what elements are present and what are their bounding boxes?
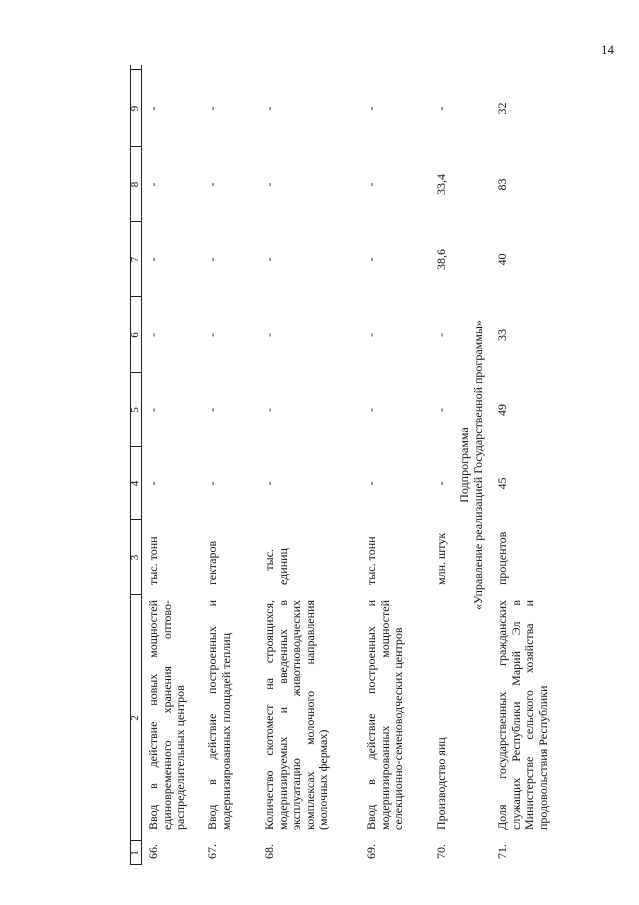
row-value: - <box>146 257 160 262</box>
column-header: 4 <box>129 480 141 487</box>
column-header: 5 <box>129 407 141 413</box>
row-unit: тыс. тонн <box>146 536 160 585</box>
row-unit: млн. штук <box>434 532 448 585</box>
row-value: - <box>205 333 219 337</box>
row-number: 71. <box>495 844 509 859</box>
subprogram-name: «Управление реализацией Государственной программы» <box>471 320 485 610</box>
column-header: 2 <box>129 715 141 721</box>
row-value: - <box>364 333 378 337</box>
column-header: 1 <box>129 850 141 856</box>
row-value: - <box>262 333 276 337</box>
row-value: - <box>434 408 448 412</box>
row-description: Доля государственных гражданских служащих Республики Марий Эл в Министерстве сельского хозяйства и продовольствия Республики <box>495 600 550 830</box>
row-value: 40 <box>495 253 509 266</box>
row-value: - <box>262 182 276 187</box>
row-number: 66. <box>146 844 160 859</box>
row-value: 38,6 <box>434 249 448 270</box>
row-description: Ввод в действие новых мощностей единовременного хранения оптово-распределительных центров <box>146 600 187 830</box>
header-bottom-border <box>141 65 142 865</box>
row-value: - <box>262 106 276 111</box>
row-number: 69. <box>364 844 378 859</box>
row-value: - <box>364 106 378 111</box>
row-description: Ввод в действие построенных и модернизированных мощностей селекционно-семеноводческих центров <box>364 600 405 830</box>
column-header: 3 <box>129 554 141 561</box>
row-value: 45 <box>495 477 509 490</box>
row-value: - <box>146 106 160 111</box>
row-description: Производство яиц <box>434 737 448 830</box>
row-value: - <box>434 106 448 111</box>
row-value: 83 <box>495 178 509 191</box>
row-value: 33,4 <box>434 174 448 195</box>
column-header: 6 <box>129 332 141 338</box>
row-value: - <box>364 257 378 262</box>
row-value: - <box>262 481 276 486</box>
row-value: - <box>146 182 160 187</box>
row-value: 49 <box>495 404 509 416</box>
subprogram-title: Подпрограмма <box>457 427 471 503</box>
row-value: - <box>434 333 448 337</box>
row-number: 67. <box>205 844 219 859</box>
row-value: - <box>262 408 276 412</box>
row-value: 33 <box>495 329 509 341</box>
page-number: 14 <box>601 42 614 57</box>
column-header: 9 <box>129 105 141 112</box>
row-value: - <box>262 257 276 262</box>
row-value: - <box>364 481 378 486</box>
row-value: - <box>146 333 160 337</box>
row-value: - <box>205 408 219 412</box>
row-unit: гектаров <box>205 540 219 585</box>
row-value: - <box>205 106 219 111</box>
row-value: - <box>434 481 448 486</box>
row-value: - <box>205 257 219 262</box>
row-unit: процентов <box>495 531 509 585</box>
row-value: - <box>205 481 219 486</box>
row-number: 70. <box>434 844 448 859</box>
row-unit: тыс. тонн <box>364 536 378 585</box>
row-value: - <box>146 481 160 486</box>
row-value: - <box>364 182 378 187</box>
row-value: - <box>205 182 219 187</box>
row-value: 32 <box>495 102 509 115</box>
row-description: Количество скотомест на строящихся, модернизируемых и введенных в эксплуатацию животноводческих комплексах молочного направления (молочных фермах) <box>262 600 330 830</box>
row-value: - <box>364 408 378 412</box>
row-number: 68. <box>262 844 276 859</box>
row-unit: тыс. единиц <box>262 548 290 585</box>
column-header: 8 <box>129 181 141 188</box>
data-table <box>129 65 550 865</box>
column-header: 7 <box>129 256 141 263</box>
row-value: - <box>146 408 160 412</box>
row-description: Ввод в действие построенных и модернизированных площадей теплиц <box>205 600 233 830</box>
